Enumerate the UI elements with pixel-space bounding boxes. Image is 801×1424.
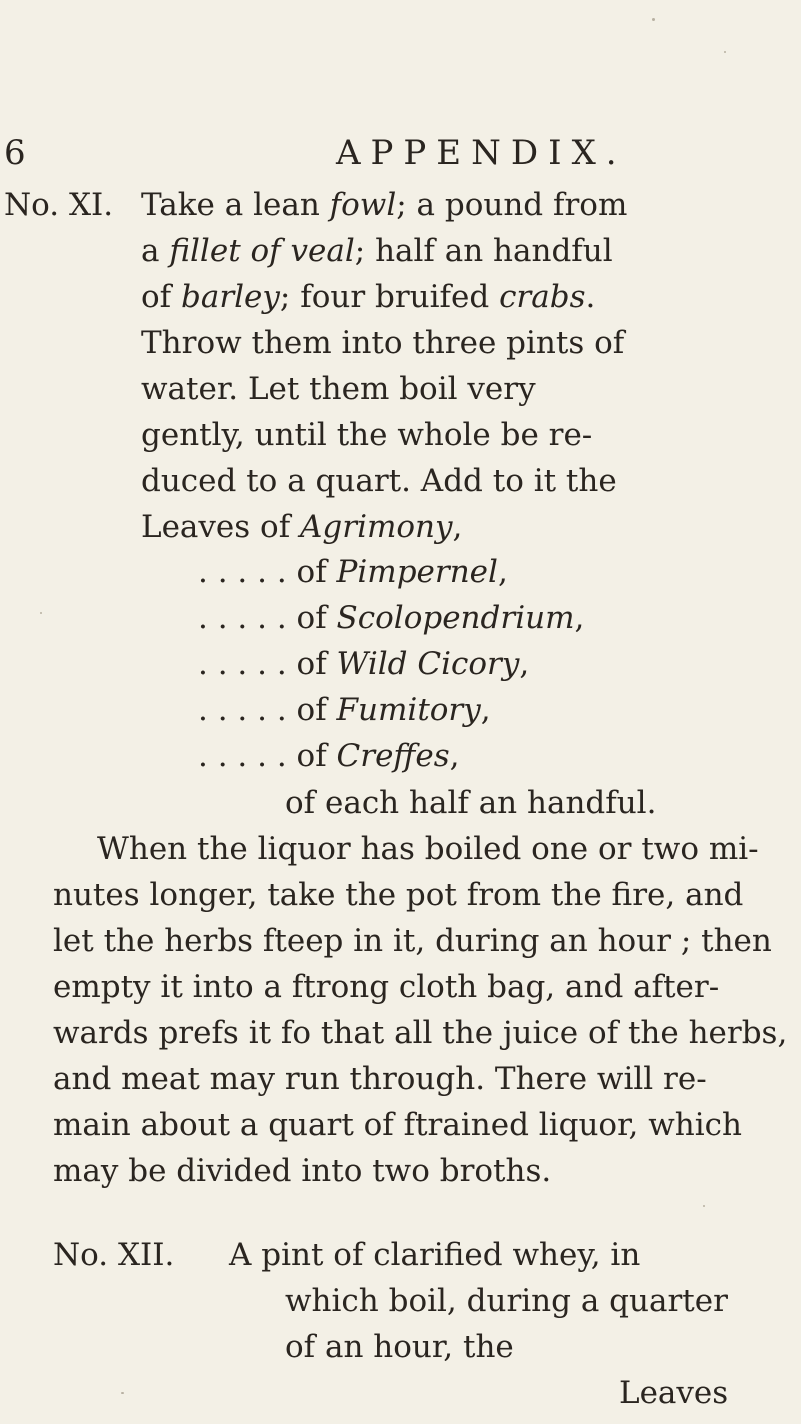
catchword: Leaves	[619, 1375, 729, 1411]
text-line: may be divided into two broths.	[53, 1153, 552, 1189]
recipe-number: No. XII.	[53, 1237, 175, 1273]
running-title: APPENDIX.	[336, 133, 627, 173]
text-line: A pint of clarified whey, in	[229, 1237, 641, 1273]
herb-line: . . . . . of Pimpernel,	[198, 554, 508, 590]
paper-speck	[724, 51, 726, 53]
text-line: of each half an handful.	[285, 785, 657, 821]
page-number: 6	[4, 133, 26, 173]
paper-speck	[121, 1392, 124, 1394]
text-line: When the liquor has boiled one or two mi-	[97, 831, 759, 867]
herb-line: Leaves of Agrimony,	[141, 509, 463, 545]
text-line: water. Let them boil very	[141, 371, 536, 407]
text-line: wards prefs it fo that all the juice of the herbs,	[53, 1015, 788, 1051]
herb-line: . . . . . of Creffes,	[198, 738, 460, 774]
paper-speck	[40, 612, 42, 614]
paper-speck	[652, 18, 655, 21]
text-line: of barley; four bruifed crabs.	[141, 279, 596, 315]
text-line: and meat may run through. There will re-	[53, 1061, 707, 1097]
text-line: duced to a quart. Add to it the	[141, 463, 617, 499]
recipe-number: No. XI.	[4, 187, 114, 223]
text-line: let the herbs fteep in it, during an hour ; then	[53, 923, 772, 959]
herb-line: . . . . . of Wild Cicory,	[198, 646, 530, 682]
text-line: main about a quart of ftrained liquor, which	[53, 1107, 742, 1143]
text-line: Take a lean fowl; a pound from	[141, 187, 628, 223]
text-line: empty it into a ftrong cloth bag, and after-	[53, 969, 720, 1005]
text-line: which boil, during a quarter	[285, 1283, 728, 1319]
herb-line: . . . . . of Fumitory,	[198, 692, 491, 728]
paper-speck	[703, 1205, 705, 1207]
herb-line: . . . . . of Scolopendrium,	[198, 600, 585, 636]
text-line: of an hour, the	[285, 1329, 514, 1365]
text-line: gently, until the whole be re-	[141, 417, 593, 453]
text-line: Throw them into three pints of	[141, 325, 625, 361]
text-line: nutes longer, take the pot from the fire, and	[53, 877, 744, 913]
text-line: a fillet of veal; half an handful	[141, 233, 613, 269]
